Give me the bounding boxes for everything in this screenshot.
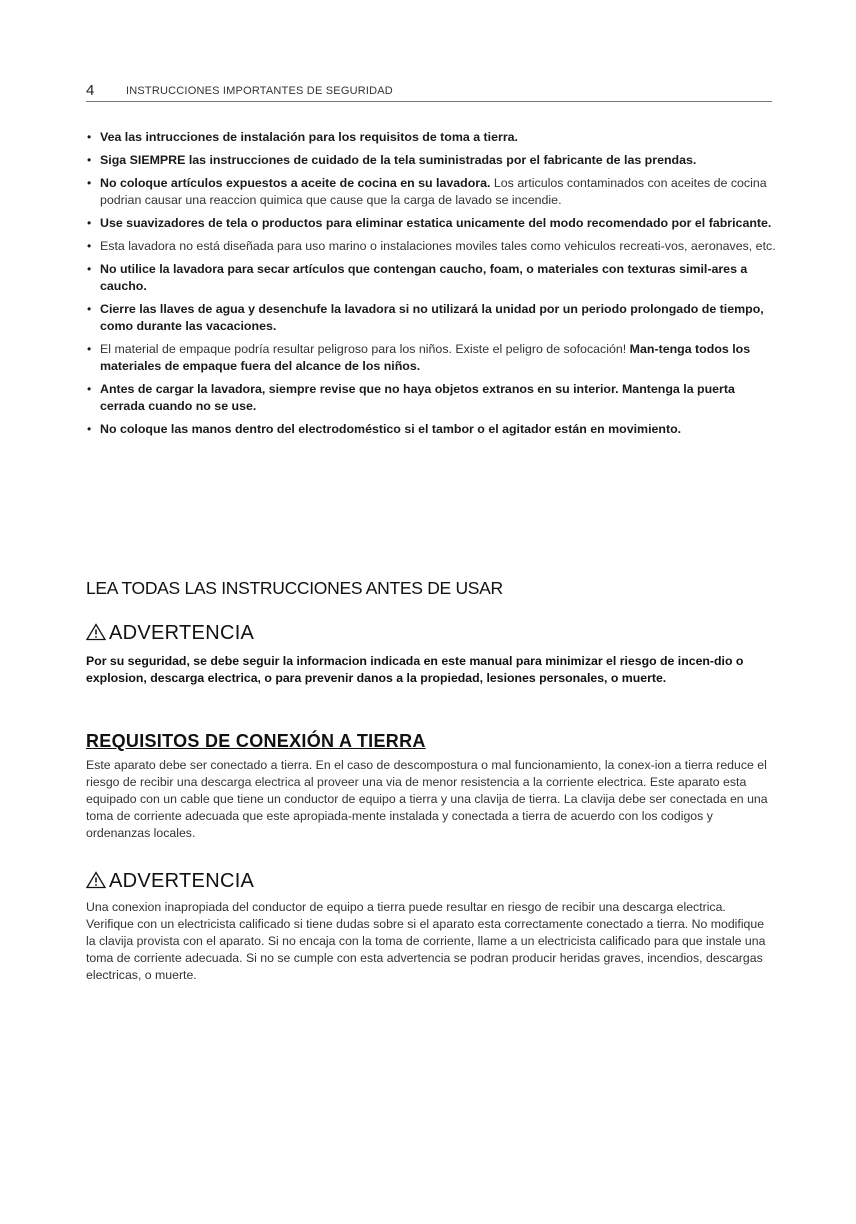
read-all-heading: LEA TODAS LAS INSTRUCCIONES ANTES DE USAR xyxy=(86,578,503,598)
grounding-requirements-title: REQUISITOS DE CONEXIÓN A TIERRA xyxy=(86,731,426,751)
warning-heading xyxy=(86,622,254,645)
list-item xyxy=(86,238,776,255)
bullet-normal-text: El material de empaque podría resultar peligroso para los niños. Existe el peligro de sofocación! xyxy=(100,342,630,356)
warning-heading xyxy=(86,870,254,893)
running-title: INSTRUCCIONES IMPORTANTES DE SEGURIDAD xyxy=(126,85,393,97)
page-number: 4 xyxy=(86,82,95,99)
list-item xyxy=(86,421,776,438)
bullet-bold-text: Antes de cargar la lavadora, siempre revise que no haya objetos extranos en su interior. Mantenga la puerta cerrada cuando no se use. xyxy=(100,382,735,413)
page-header xyxy=(86,80,772,102)
warning-text: Una conexion inapropiada del conductor de equipo a tierra puede resultar en riesgo de recibir una descarga electrica. Verifique con un electricista calificado si tiene dudas sobre si el aparato esta correctamente conectado a tierra. No modifique la clavija provista con el aparato. Si no encaja con la toma de corriente, llame a un electricista calificado para que instale una toma de corriente adecuada. Si no se cumple con esta advertencia se podran producir heridas graves, incendios, descargas electricas, o muerte. xyxy=(86,900,766,982)
bullet-normal-text: Los articulos contaminados con aceites de cocina podrian causar una reaccion quimica que cause que la carga de lavado se incendie. xyxy=(100,176,767,207)
warning-triangle-icon xyxy=(86,871,106,889)
safety-bullet-list xyxy=(86,129,776,444)
bullet-bold-text: Siga SIEMPRE las instrucciones de cuidado de la tela suministradas por el fabricante de las prendas. xyxy=(100,153,697,167)
warning-title: ADVERTENCIA xyxy=(109,622,255,644)
warning-text: Por su seguridad, se debe seguir la informacion indicada en este manual para minimizar el riesgo de incen-dio o explosion, descarga electrica, o para prevenir danos a la propiedad, lesiones personales, o muerte. xyxy=(86,654,744,685)
bullet-bold-text: No coloque artículos expuestos a aceite de cocina en su lavadora. xyxy=(100,176,491,190)
bullet-bold-text: Vea las intrucciones de instalación para los requisitos de toma a tierra. xyxy=(100,130,518,144)
grounding-text: Este aparato debe ser conectado a tierra. En el caso de descompostura o mal funcionamiento, la conex-ion a tierra reduce el riesgo de recibir una descarga electrica al proveer una via de menor resistencia a la corriente electrica. Este aparato esta equipado con un cable que tiene un conductor de equipo a tierra y una clavija de tierra. La clavija debe ser conectada en una toma de corriente adecuada que este apropiada-mente instalada y conectada a tierra de acuerdo con los codigos y ordenanzas locales. xyxy=(86,758,768,840)
bullet-bold-text: Man-tenga todos los materiales de empaque fuera del alcance de los niños. xyxy=(100,342,751,373)
bullet-bold-text: Use suavizadores de tela o productos para eliminar estatica unicamente del modo recomendado por el fabricante. xyxy=(100,216,772,230)
bullet-normal-text: Esta lavadora no está diseñada para uso marino o instalaciones moviles tales como vehiculos recreati-vos, aeronaves, etc. xyxy=(100,239,776,253)
list-item xyxy=(86,301,776,335)
bullet-bold-text: Cierre las llaves de agua y desenchufe la lavadora si no utilizará la unidad por un periodo prolongado de tiempo, como durante las vacaciones. xyxy=(100,302,764,333)
list-item xyxy=(86,215,776,232)
list-item xyxy=(86,175,776,209)
list-item xyxy=(86,152,776,169)
list-item xyxy=(86,261,776,295)
warning-title: ADVERTENCIA xyxy=(109,870,255,892)
list-item xyxy=(86,341,776,375)
bullet-bold-text: No utilice la lavadora para secar artículos que contengan caucho, foam, o materiales con texturas simil-ares a caucho. xyxy=(100,262,748,293)
bullet-bold-text: No coloque las manos dentro del electrodoméstico si el tambor o el agitador están en movimiento. xyxy=(100,422,682,436)
list-item xyxy=(86,381,776,415)
warning-triangle-icon xyxy=(86,623,106,641)
list-item xyxy=(86,129,776,146)
